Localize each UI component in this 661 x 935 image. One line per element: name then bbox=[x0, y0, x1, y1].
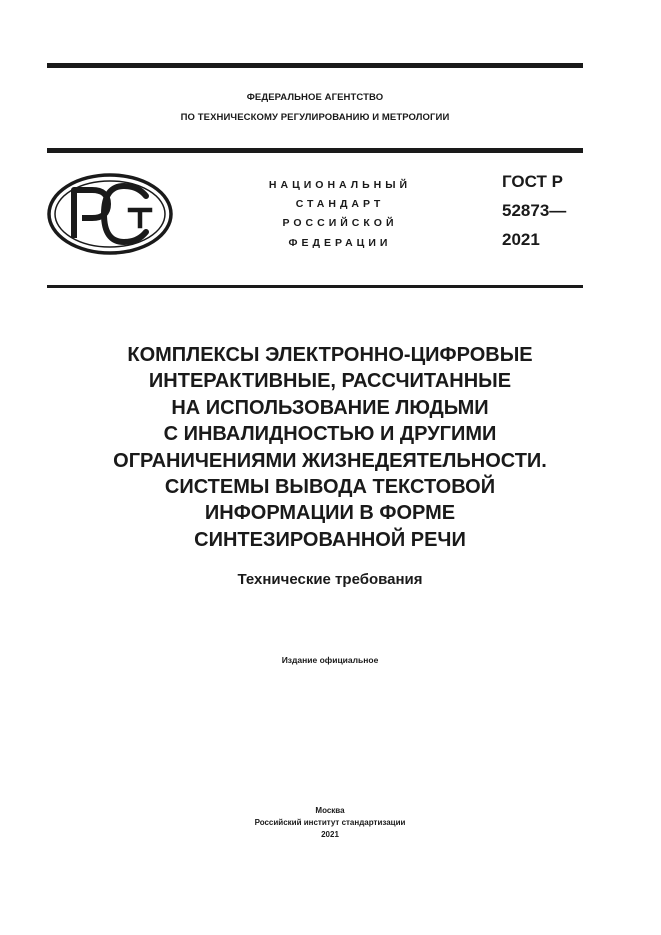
title-line: ОГРАНИЧЕНИЯМИ ЖИЗНЕДЕЯТЕЛЬНОСТИ. bbox=[113, 449, 547, 472]
header-divider bbox=[47, 148, 583, 153]
title-line: ИНТЕРАКТИВНЫЕ, РАССЧИТАННЫЕ bbox=[148, 370, 512, 393]
publication-year: 2021 bbox=[321, 830, 339, 839]
document-subtitle: Технические требования bbox=[237, 571, 423, 588]
standard-designation-year: 2021 bbox=[502, 230, 540, 249]
title-line: СИНТЕЗИРОВАННОЙ РЕЧИ bbox=[194, 528, 466, 551]
agency-name-line1: ФЕДЕРАЛЬНОЕ АГЕНТСТВО bbox=[246, 92, 384, 103]
rst-certification-logo-icon bbox=[46, 172, 174, 256]
standard-type-line4: ФЕДЕРАЦИИ bbox=[288, 237, 392, 249]
top-divider bbox=[47, 63, 583, 68]
document-title bbox=[47, 342, 613, 553]
edition-note: Издание официальное bbox=[281, 655, 379, 665]
standard-type-line3: РОССИЙСКОЙ bbox=[282, 217, 398, 229]
title-line: КОМПЛЕКСЫ ЭЛЕКТРОННО-ЦИФРОВЫЕ bbox=[127, 344, 533, 366]
title-line: ИНФОРМАЦИИ В ФОРМЕ bbox=[204, 502, 456, 525]
title-divider bbox=[47, 285, 583, 288]
standard-type-line2: СТАНДАРТ bbox=[295, 198, 385, 210]
title-line: НА ИСПОЛЬЗОВАНИЕ ЛЮДЬМИ bbox=[171, 396, 489, 419]
publication-city: Москва bbox=[315, 806, 345, 815]
standard-designation-prefix: ГОСТ Р bbox=[502, 172, 563, 191]
standard-designation-number: 52873— bbox=[502, 201, 567, 220]
publisher-name: Российский институт стандартизации bbox=[254, 818, 406, 827]
agency-name-line2: ПО ТЕХНИЧЕСКОМУ РЕГУЛИРОВАНИЮ И МЕТРОЛОГИИ bbox=[180, 112, 450, 123]
title-line: С ИНВАЛИДНОСТЬЮ И ДРУГИМИ bbox=[163, 423, 497, 446]
title-line: СИСТЕМЫ ВЫВОДА ТЕКСТОВОЙ bbox=[164, 476, 496, 499]
standard-type-line1: НАЦИОНАЛЬНЫЙ bbox=[268, 179, 412, 191]
